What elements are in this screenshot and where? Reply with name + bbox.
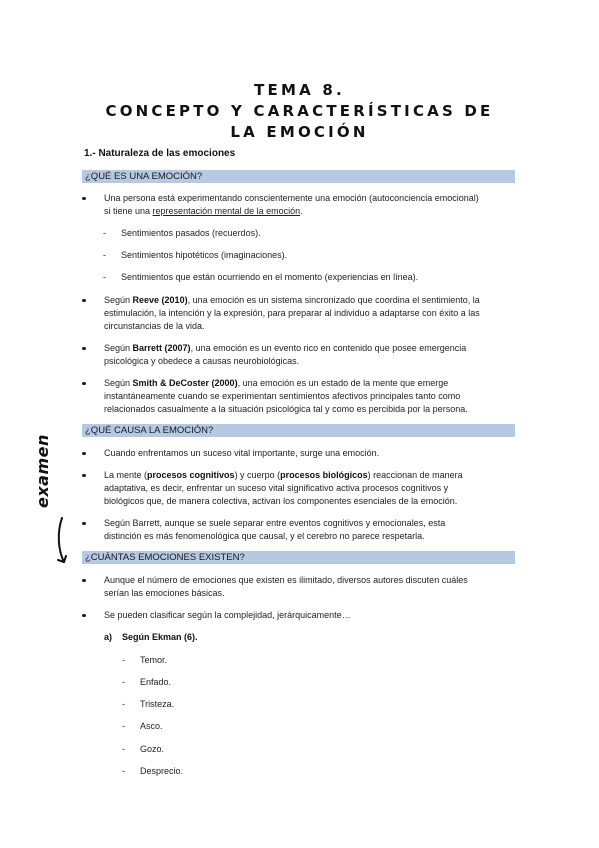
emotion-item: - Desprecio. <box>140 765 183 778</box>
underlined-term: representación mental de la emoción <box>152 205 301 216</box>
emotion-item: - Asco. <box>140 720 163 733</box>
bullet-item: La mente (procesos cognitivos) y cuerpo (procesos biológicos) reaccionan de manera adaptativa, es decir, enfrentar un suceso vital significativo activa procesos cognitivos y biológicos que, de manera colectiva, activan los componentes esenciales de la emoción. <box>104 469 524 507</box>
dash-item: - Sentimientos pasados (recuerdos). <box>121 227 261 240</box>
section-band-cuantas: ¿CUÁNTAS EMOCIONES EXISTEN? <box>82 551 515 564</box>
emotion-item: - Gozo. <box>140 743 164 756</box>
emotion-item: - Tristeza. <box>140 698 174 711</box>
ekman-subheading: a) Según Ekman (6). <box>104 632 198 642</box>
title-line-1: TEMA 8. <box>254 81 345 99</box>
bullet-item: Según Barrett, aunque se suele separar entre eventos cognitivos y emocionales, esta distinción es más fenomenológica que causal, y el cerebro no parece respetarla. <box>104 517 524 543</box>
bullet-item: Según Smith & DeCoster (2000), una emoción es un estado de la mente que emerge instantáneamente cuando se experimentan sentimientos afectivos principales tanto como relacionados casualmente a la situación psicológica tal y como es percibida por la persona. <box>104 377 524 415</box>
bullet-item: Cuando enfrentamos un suceso vital importante, surge una emoción. <box>104 447 524 460</box>
bullet-item: Según Barrett (2007), una emoción es un evento rico en contenido que posee emergencia psicológica y obedece a causas neurobiológicas. <box>104 342 524 368</box>
bullet-item: Una persona está experimentando conscientemente una emoción (autoconciencia emocional) si tiene una representación mental de la emoción. <box>104 192 524 218</box>
bullet-item: Aunque el número de emociones que existen es ilimitado, diversos autores discuten cuáles serían las emociones básicas. <box>104 574 524 600</box>
emotion-item: - Enfado. <box>140 676 171 689</box>
title-line-2: CONCEPTO Y CARACTERÍSTICAS DE <box>105 102 494 120</box>
emotion-item: - Temor. <box>140 654 167 667</box>
examen-annotation: examen <box>33 434 52 508</box>
title-line-3: LA EMOCIÓN <box>230 123 369 141</box>
section-band-que-causa: ¿QUÉ CAUSA LA EMOCIÓN? <box>82 424 515 437</box>
section-heading: 1.- Naturaleza de las emociones <box>84 148 236 159</box>
bullet-item: Según Reeve (2010), una emoción es un sistema sincronizado que coordina el sentimiento, la estimulación, la intención y la expresión, para preparar al individuo a adaptarse con éxito a las circunstancias de la vida. <box>104 294 524 332</box>
document-title <box>0 80 599 143</box>
dash-item: - Sentimientos hipotéticos (imaginaciones). <box>121 249 287 262</box>
dash-item: - Sentimientos que están ocurriendo en el momento (experiencias en línea). <box>121 271 418 284</box>
bullet-item: Se pueden clasificar según la complejidad, jerárquicamente… <box>104 609 524 622</box>
curved-arrow-icon <box>56 514 80 584</box>
section-band-que-es: ¿QUÉ ES UNA EMOCIÓN? <box>82 170 515 183</box>
